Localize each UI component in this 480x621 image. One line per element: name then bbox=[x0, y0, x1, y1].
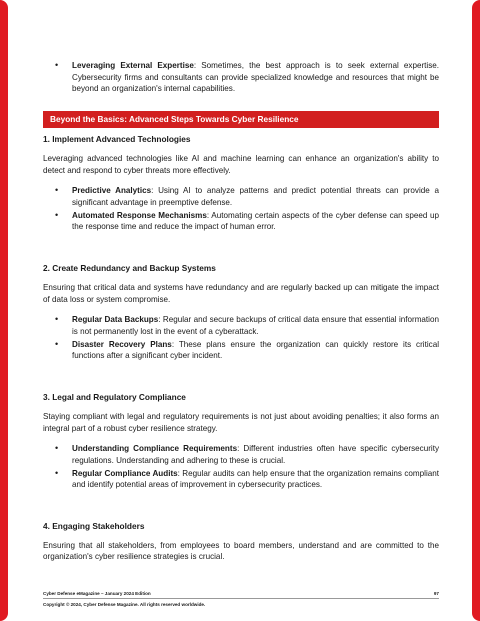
bullet-title: Regular Data Backups bbox=[72, 315, 159, 325]
bullet-text: : Using AI to analyze patterns and predict potential threats can provide a significant advantage in preemptive defense. bbox=[72, 186, 439, 207]
page-number: 97 bbox=[433, 591, 439, 596]
bullet-list bbox=[43, 443, 439, 490]
section-paragraph: Ensuring that all stakeholders, from employees to board members, understand and are committed to the organization's cyber resilience strategies is crucial. bbox=[43, 540, 439, 562]
bullet-list bbox=[43, 314, 439, 361]
bullet-item bbox=[43, 60, 439, 95]
section-paragraph: Leveraging advanced technologies like AI and machine learning can enhance an organization's ability to detect and respond to cyber threats more effectively. bbox=[43, 153, 439, 175]
bullet-title: Predictive Analytics bbox=[72, 186, 152, 196]
bullet-item bbox=[43, 314, 439, 337]
bullet-text: : Sometimes, the best approach is to seek external expertise. Cybersecurity firms and consultants can provide specialized knowledge and resources that might be beyond an organization's internal capabilities. bbox=[72, 61, 440, 94]
bullet-text: : Different industries often have specific cybersecurity regulations. Understanding and adhering to these is crucial. bbox=[72, 444, 439, 465]
section-paragraph: Ensuring that critical data and systems have redundancy and are regularly backed up can mitigate the impact of data loss or system compromise. bbox=[43, 282, 439, 304]
bullet-title: Regular Compliance Audits bbox=[72, 468, 178, 478]
bullet-item bbox=[43, 210, 439, 233]
bullet-title: Disaster Recovery Plans bbox=[72, 339, 172, 349]
bullet-title: Automated Response Mechanisms bbox=[72, 210, 207, 220]
footer-edition-line bbox=[43, 591, 439, 596]
section-paragraph: Staying compliant with legal and regulatory requirements is not just about avoiding penalties; it also forms an integral part of a robust cyber resilience strategy. bbox=[43, 411, 439, 433]
section-heading: 2. Create Redundancy and Backup Systems bbox=[43, 262, 216, 273]
bullet-text: : Automating certain aspects of the cyber defense can speed up the response time and reduce the impact of human error. bbox=[72, 210, 439, 232]
bullet-text: : Regular audits can help ensure that the organization remains compliant and identify potential areas of improvement in cybersecurity practices. bbox=[72, 468, 439, 490]
section-banner: Beyond the Basics: Advanced Steps Towards Cyber Resilience bbox=[43, 111, 439, 128]
footer-copyright: Copyright © 2024, Cyber Defense Magazine. All rights reserved worldwide. bbox=[43, 602, 206, 607]
footer-edition: Cyber Defense eMagazine – January 2024 Edition bbox=[43, 591, 151, 596]
section-heading: 3. Legal and Regulatory Compliance bbox=[43, 391, 186, 402]
right-red-edge bbox=[472, 0, 480, 621]
bullet-text: : Regular and secure backups of critical data ensure that essential information is not permanently lost in the event of a cyberattack. bbox=[72, 315, 439, 336]
bullet-list bbox=[43, 185, 439, 232]
bullet-item bbox=[43, 468, 439, 491]
article-body bbox=[43, 60, 439, 563]
bullet-item bbox=[43, 339, 439, 362]
bullet-title: Leveraging External Expertise bbox=[72, 61, 194, 70]
section-heading: 1. Implement Advanced Technologies bbox=[43, 133, 191, 144]
footer-divider bbox=[43, 598, 439, 599]
bullet-item bbox=[43, 185, 439, 208]
bullet-title: Understanding Compliance Requirements bbox=[72, 444, 238, 454]
bullet-item bbox=[43, 443, 439, 466]
section-heading: 4. Engaging Stakeholders bbox=[43, 520, 145, 531]
bullet-text: : These plans ensure the organization can quickly restore its critical functions after a significant cyber incident. bbox=[72, 339, 439, 361]
left-red-edge bbox=[0, 0, 8, 621]
